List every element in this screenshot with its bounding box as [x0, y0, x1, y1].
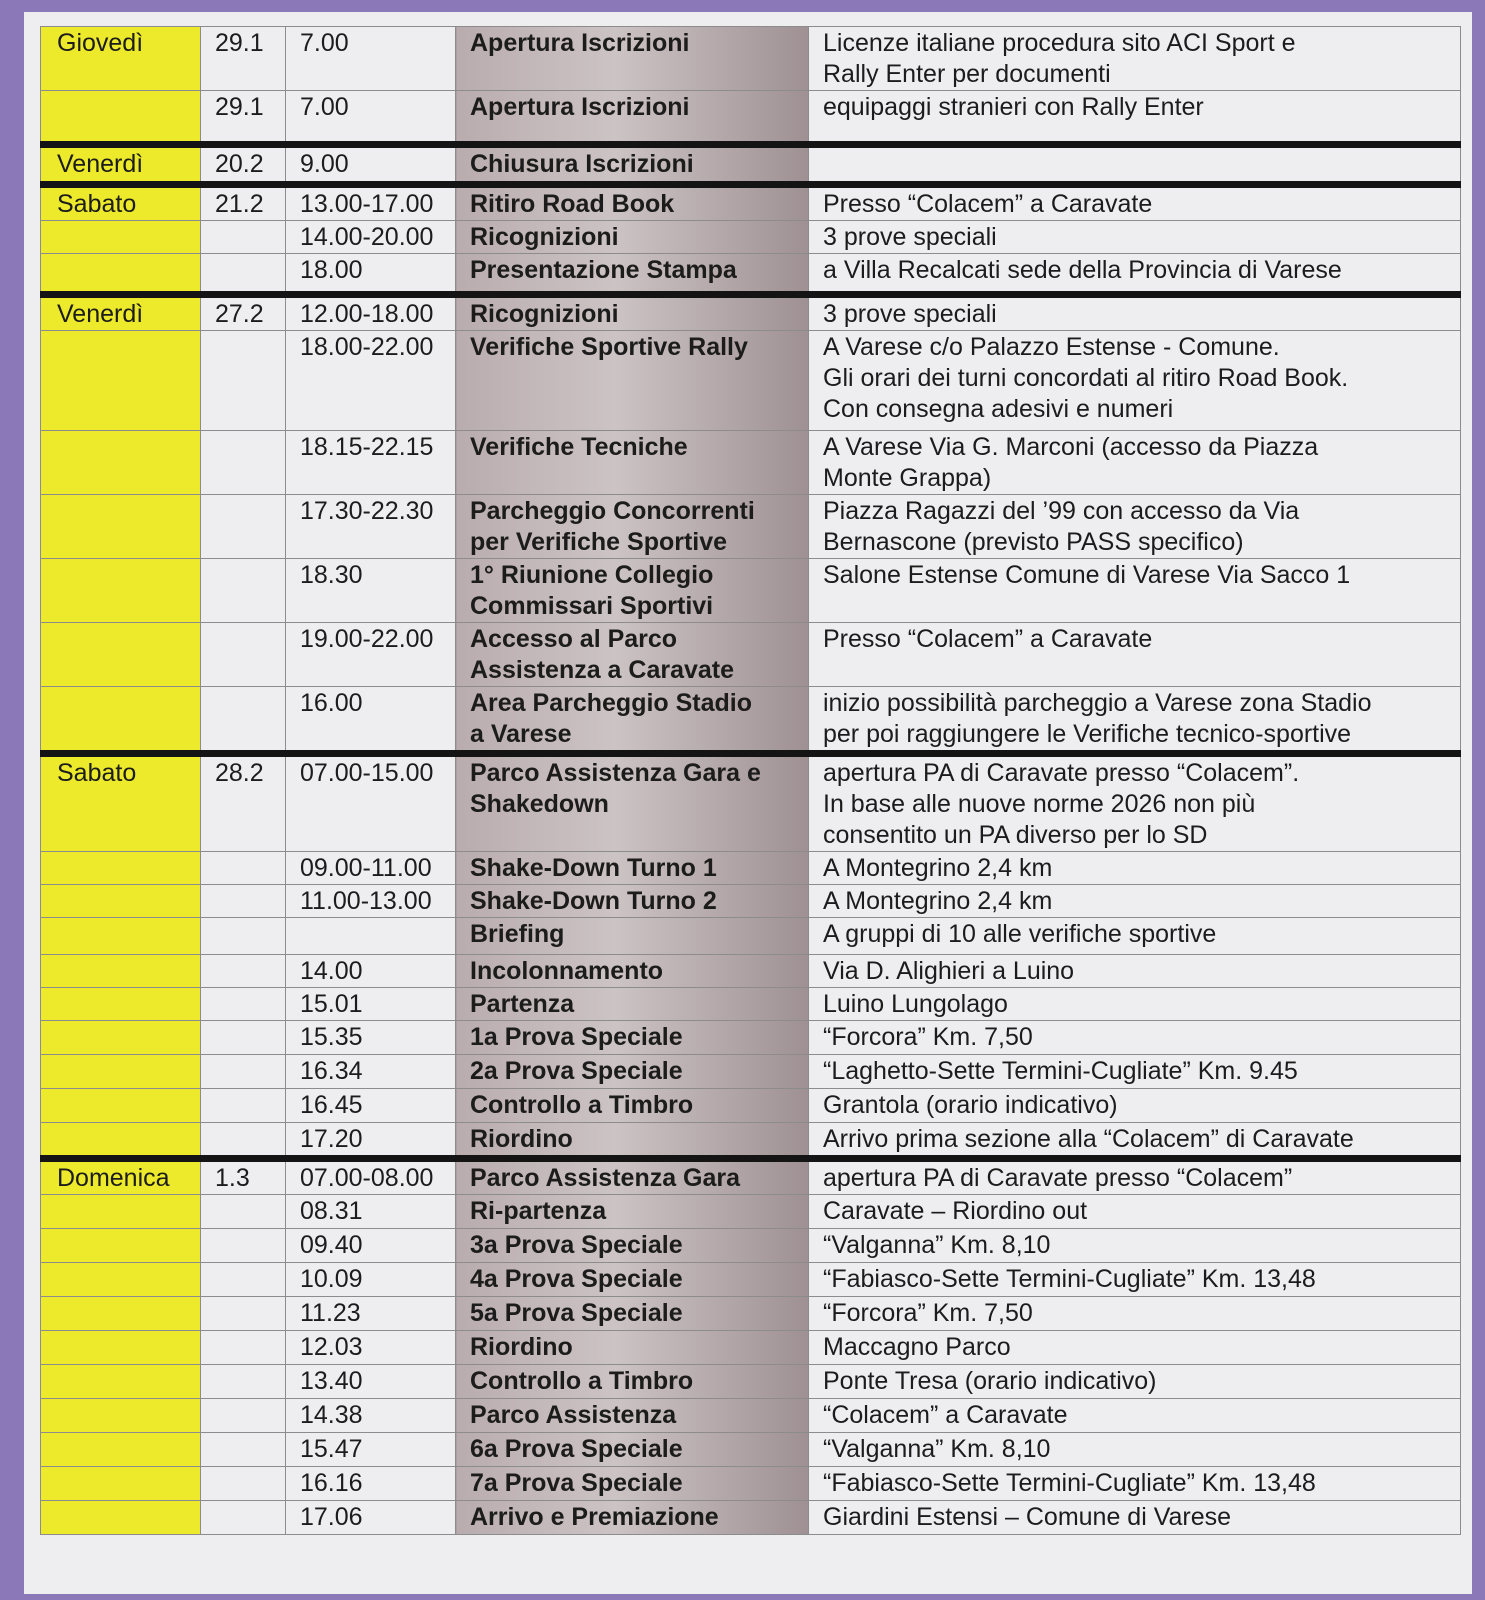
description-cell: “Fabiasco-Sette Termini-Cugliate” Km. 13,48: [809, 1467, 1461, 1501]
schedule-row: [41, 185, 1461, 221]
day-cell: [41, 1123, 201, 1159]
time-cell: 7.00: [286, 91, 456, 145]
description-cell: 3 prove speciali: [809, 221, 1461, 254]
description-cell: “Colacem” a Caravate: [809, 1399, 1461, 1433]
event-cell: Parcheggio Concorrenti per Verifiche Sportive: [456, 495, 809, 559]
time-cell: 12.03: [286, 1331, 456, 1365]
day-cell: Sabato: [41, 185, 201, 221]
schedule-row: [41, 955, 1461, 988]
date-cell: [201, 1263, 286, 1297]
description-cell: a Villa Recalcati sede della Provincia di Varese: [809, 254, 1461, 295]
description-cell: Ponte Tresa (orario indicativo): [809, 1365, 1461, 1399]
schedule-row: [41, 559, 1461, 623]
time-cell: 18.15-22.15: [286, 431, 456, 495]
description-cell: Salone Estense Comune di Varese Via Sacco 1: [809, 559, 1461, 623]
time-cell: 19.00-22.00: [286, 623, 456, 687]
date-cell: [201, 331, 286, 431]
schedule-row: [41, 754, 1461, 852]
day-cell: [41, 91, 201, 145]
description-cell: “Valganna” Km. 8,10: [809, 1433, 1461, 1467]
time-cell: 10.09: [286, 1263, 456, 1297]
day-cell: [41, 623, 201, 687]
description-cell: Grantola (orario indicativo): [809, 1089, 1461, 1123]
schedule-row: [41, 495, 1461, 559]
description-cell: “Fabiasco-Sette Termini-Cugliate” Km. 13,48: [809, 1263, 1461, 1297]
event-cell: 2a Prova Speciale: [456, 1055, 809, 1089]
day-cell: [41, 918, 201, 955]
date-cell: [201, 1021, 286, 1055]
schedule-row: [41, 918, 1461, 955]
event-cell: 7a Prova Speciale: [456, 1467, 809, 1501]
date-cell: 29.1: [201, 27, 286, 91]
day-cell: [41, 1467, 201, 1501]
time-cell: 14.00-20.00: [286, 221, 456, 254]
schedule-row: [41, 331, 1461, 431]
schedule-row: [41, 1123, 1461, 1159]
date-cell: [201, 221, 286, 254]
event-cell: Presentazione Stampa: [456, 254, 809, 295]
date-cell: [201, 955, 286, 988]
event-cell: Ricognizioni: [456, 221, 809, 254]
event-cell: Ritiro Road Book: [456, 185, 809, 221]
time-cell: 13.40: [286, 1365, 456, 1399]
date-cell: [201, 1195, 286, 1229]
time-cell: 09.40: [286, 1229, 456, 1263]
schedule-row: [41, 1195, 1461, 1229]
schedule-row: [41, 1399, 1461, 1433]
date-cell: 28.2: [201, 754, 286, 852]
event-cell: Apertura Iscrizioni: [456, 27, 809, 91]
date-cell: [201, 431, 286, 495]
time-cell: 07.00-15.00: [286, 754, 456, 852]
description-cell: A Varese c/o Palazzo Estense - Comune. Gli orari dei turni concordati al ritiro Road Book. Con consegna adesivi e numeri: [809, 331, 1461, 431]
schedule-row: [41, 1263, 1461, 1297]
time-cell: 16.45: [286, 1089, 456, 1123]
event-cell: 1a Prova Speciale: [456, 1021, 809, 1055]
schedule-row: [41, 27, 1461, 91]
day-cell: [41, 431, 201, 495]
date-cell: [201, 885, 286, 918]
description-cell: Arrivo prima sezione alla “Colacem” di Caravate: [809, 1123, 1461, 1159]
schedule-row: [41, 145, 1461, 185]
date-cell: [201, 1365, 286, 1399]
time-cell: 16.00: [286, 687, 456, 754]
time-cell: 17.06: [286, 1501, 456, 1535]
date-cell: [201, 254, 286, 295]
schedule-row: [41, 988, 1461, 1021]
time-cell: 18.30: [286, 559, 456, 623]
schedule-row: [41, 295, 1461, 331]
description-cell: “Laghetto-Sette Termini-Cugliate” Km. 9.45: [809, 1055, 1461, 1089]
day-cell: [41, 1089, 201, 1123]
event-cell: Parco Assistenza Gara e Shakedown: [456, 754, 809, 852]
day-cell: Domenica: [41, 1159, 201, 1195]
day-cell: [41, 687, 201, 754]
date-cell: [201, 1331, 286, 1365]
day-cell: [41, 852, 201, 885]
day-cell: [41, 254, 201, 295]
event-cell: 6a Prova Speciale: [456, 1433, 809, 1467]
date-cell: [201, 687, 286, 754]
time-cell: 17.20: [286, 1123, 456, 1159]
date-cell: [201, 1123, 286, 1159]
event-cell: Partenza: [456, 988, 809, 1021]
day-cell: [41, 885, 201, 918]
day-cell: [41, 955, 201, 988]
description-cell: A Varese Via G. Marconi (accesso da Piazza Monte Grappa): [809, 431, 1461, 495]
description-cell: “Forcora” Km. 7,50: [809, 1297, 1461, 1331]
time-cell: 09.00-11.00: [286, 852, 456, 885]
schedule-sheet: [24, 12, 1472, 1594]
description-cell: inizio possibilità parcheggio a Varese zona Stadio per poi raggiungere le Verifiche tecnico-sportive: [809, 687, 1461, 754]
date-cell: [201, 559, 286, 623]
event-cell: Verifiche Tecniche: [456, 431, 809, 495]
description-cell: 3 prove speciali: [809, 295, 1461, 331]
schedule-row: [41, 1433, 1461, 1467]
time-cell: [286, 918, 456, 955]
description-cell: apertura PA di Caravate presso “Colacem”: [809, 1159, 1461, 1195]
time-cell: 17.30-22.30: [286, 495, 456, 559]
event-cell: Ricognizioni: [456, 295, 809, 331]
event-cell: Verifiche Sportive Rally: [456, 331, 809, 431]
date-cell: [201, 1297, 286, 1331]
event-cell: Chiusura Iscrizioni: [456, 145, 809, 185]
description-cell: Giardini Estensi – Comune di Varese: [809, 1501, 1461, 1535]
date-cell: 29.1: [201, 91, 286, 145]
day-cell: [41, 1365, 201, 1399]
date-cell: [201, 1055, 286, 1089]
day-cell: [41, 221, 201, 254]
event-cell: Shake-Down Turno 2: [456, 885, 809, 918]
event-cell: 3a Prova Speciale: [456, 1229, 809, 1263]
time-cell: 16.16: [286, 1467, 456, 1501]
description-cell: A Montegrino 2,4 km: [809, 852, 1461, 885]
time-cell: 15.01: [286, 988, 456, 1021]
time-cell: 11.23: [286, 1297, 456, 1331]
event-cell: Apertura Iscrizioni: [456, 91, 809, 145]
day-cell: [41, 331, 201, 431]
schedule-row: [41, 1021, 1461, 1055]
date-cell: [201, 1229, 286, 1263]
schedule-row: [41, 1055, 1461, 1089]
event-cell: Controllo a Timbro: [456, 1365, 809, 1399]
schedule-row: [41, 1297, 1461, 1331]
event-cell: 5a Prova Speciale: [456, 1297, 809, 1331]
schedule-row: [41, 91, 1461, 145]
day-cell: [41, 1263, 201, 1297]
event-cell: Accesso al Parco Assistenza a Caravate: [456, 623, 809, 687]
date-cell: [201, 495, 286, 559]
day-cell: [41, 559, 201, 623]
event-cell: Controllo a Timbro: [456, 1089, 809, 1123]
schedule-row: [41, 254, 1461, 295]
description-cell: Presso “Colacem” a Caravate: [809, 185, 1461, 221]
event-cell: Area Parcheggio Stadio a Varese: [456, 687, 809, 754]
event-cell: 4a Prova Speciale: [456, 1263, 809, 1297]
schedule-row: [41, 1467, 1461, 1501]
date-cell: [201, 988, 286, 1021]
event-cell: Incolonnamento: [456, 955, 809, 988]
date-cell: [201, 1089, 286, 1123]
description-cell: “Valganna” Km. 8,10: [809, 1229, 1461, 1263]
schedule-row: [41, 1229, 1461, 1263]
day-cell: [41, 1501, 201, 1535]
date-cell: [201, 852, 286, 885]
schedule-body: [41, 27, 1461, 1535]
day-cell: [41, 988, 201, 1021]
day-cell: [41, 1021, 201, 1055]
schedule-row: [41, 1159, 1461, 1195]
event-cell: Ri-partenza: [456, 1195, 809, 1229]
schedule-row: [41, 1331, 1461, 1365]
event-cell: 1° Riunione Collegio Commissari Sportivi: [456, 559, 809, 623]
date-cell: 1.3: [201, 1159, 286, 1195]
event-cell: Shake-Down Turno 1: [456, 852, 809, 885]
event-cell: Parco Assistenza: [456, 1399, 809, 1433]
event-cell: Parco Assistenza Gara: [456, 1159, 809, 1195]
day-cell: [41, 1433, 201, 1467]
date-cell: [201, 1399, 286, 1433]
time-cell: 14.38: [286, 1399, 456, 1433]
day-cell: [41, 1229, 201, 1263]
description-cell: A Montegrino 2,4 km: [809, 885, 1461, 918]
time-cell: 08.31: [286, 1195, 456, 1229]
day-cell: Sabato: [41, 754, 201, 852]
day-cell: Venerdì: [41, 145, 201, 185]
day-cell: [41, 1195, 201, 1229]
time-cell: 16.34: [286, 1055, 456, 1089]
description-cell: A gruppi di 10 alle verifiche sportive: [809, 918, 1461, 955]
description-cell: Licenze italiane procedura sito ACI Sport e Rally Enter per documenti: [809, 27, 1461, 91]
day-cell: [41, 495, 201, 559]
time-cell: 18.00-22.00: [286, 331, 456, 431]
time-cell: 7.00: [286, 27, 456, 91]
schedule-row: [41, 431, 1461, 495]
description-cell: “Forcora” Km. 7,50: [809, 1021, 1461, 1055]
description-cell: Luino Lungolago: [809, 988, 1461, 1021]
description-cell: Caravate – Riordino out: [809, 1195, 1461, 1229]
schedule-row: [41, 885, 1461, 918]
date-cell: [201, 623, 286, 687]
day-cell: [41, 1331, 201, 1365]
schedule-row: [41, 687, 1461, 754]
schedule-row: [41, 1365, 1461, 1399]
schedule-row: [41, 852, 1461, 885]
date-cell: 21.2: [201, 185, 286, 221]
time-cell: 9.00: [286, 145, 456, 185]
description-cell: Via D. Alighieri a Luino: [809, 955, 1461, 988]
time-cell: 15.47: [286, 1433, 456, 1467]
description-cell: Piazza Ragazzi del ’99 con accesso da Via Bernascone (previsto PASS specifico): [809, 495, 1461, 559]
time-cell: 07.00-08.00: [286, 1159, 456, 1195]
date-cell: [201, 1501, 286, 1535]
date-cell: 20.2: [201, 145, 286, 185]
date-cell: [201, 1467, 286, 1501]
description-cell: Maccagno Parco: [809, 1331, 1461, 1365]
time-cell: 14.00: [286, 955, 456, 988]
schedule-table: [40, 26, 1461, 1535]
time-cell: 11.00-13.00: [286, 885, 456, 918]
schedule-row: [41, 1089, 1461, 1123]
time-cell: 15.35: [286, 1021, 456, 1055]
date-cell: [201, 1433, 286, 1467]
description-cell: Presso “Colacem” a Caravate: [809, 623, 1461, 687]
description-cell: equipaggi stranieri con Rally Enter: [809, 91, 1461, 145]
description-cell: [809, 145, 1461, 185]
time-cell: 12.00-18.00: [286, 295, 456, 331]
event-cell: Riordino: [456, 1123, 809, 1159]
day-cell: [41, 1297, 201, 1331]
day-cell: Venerdì: [41, 295, 201, 331]
day-cell: Giovedì: [41, 27, 201, 91]
time-cell: 18.00: [286, 254, 456, 295]
event-cell: Arrivo e Premiazione: [456, 1501, 809, 1535]
date-cell: [201, 918, 286, 955]
schedule-row: [41, 623, 1461, 687]
event-cell: Briefing: [456, 918, 809, 955]
schedule-row: [41, 1501, 1461, 1535]
description-cell: apertura PA di Caravate presso “Colacem”. In base alle nuove norme 2026 non più consentito un PA diverso per lo SD: [809, 754, 1461, 852]
day-cell: [41, 1055, 201, 1089]
event-cell: Riordino: [456, 1331, 809, 1365]
day-cell: [41, 1399, 201, 1433]
time-cell: 13.00-17.00: [286, 185, 456, 221]
date-cell: 27.2: [201, 295, 286, 331]
schedule-row: [41, 221, 1461, 254]
